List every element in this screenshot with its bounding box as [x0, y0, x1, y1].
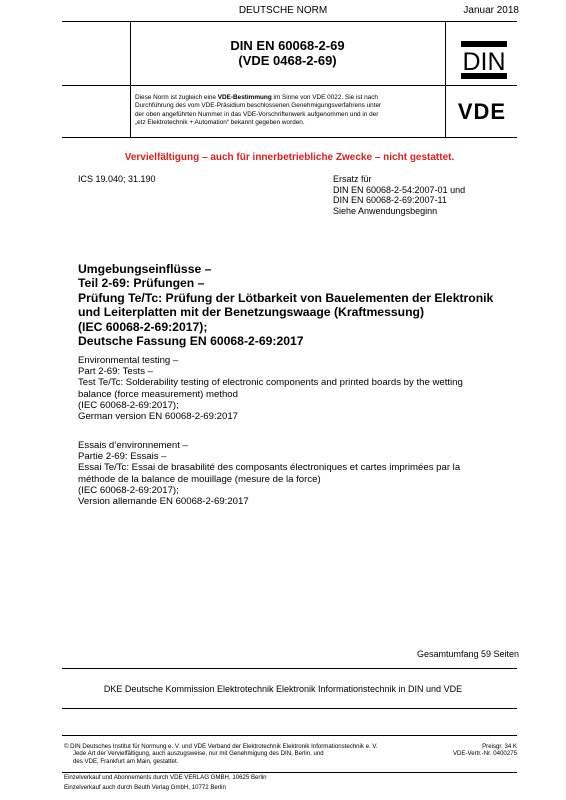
replacement-label: Ersatz für [333, 174, 372, 184]
price-group: Preisgr. 34 K [482, 743, 517, 750]
title-de-line: und Leiterplatten mit der Benetzungswaage (Kraftmessung) [78, 305, 425, 320]
replacement-info [333, 174, 465, 216]
din-logo [460, 40, 508, 80]
title-de-line: (IEC 60068-2-69:2017); [78, 319, 208, 334]
copyright-line: © DIN Deutsches Institut für Normung e. V. und VDE Verband der Elektrotechnik Elektronik Informationstechnik e. V. [64, 743, 378, 750]
dke-line: DKE Deutsche Kommission Elektrotechnik Elektronik Informationstechnik in DIN und VDE [103, 684, 463, 694]
copyright-line: des VDE, Frankfurt am Main, gestattet. [73, 757, 179, 765]
vde-contract-number: VDE-Vertr.-Nr. 0400275 [452, 750, 517, 758]
document-title [130, 38, 445, 68]
title-de-line: Umgebungseinflüsse – [78, 262, 212, 276]
ics-codes: ICS 19.040; 31.190 [78, 174, 156, 184]
vde-logo: VDE [457, 99, 507, 124]
title-en-line: Test Te/Tc: Solderability testing of electronic components and printed boards by the wetting [78, 377, 463, 389]
title-de-line: Deutsche Fassung EN 60068-2-69:2017 [78, 334, 304, 349]
title-fr-line: Partie 2-69: Essais – [78, 451, 167, 463]
dke-top-rule [62, 668, 517, 669]
title-fr-line: Essais d’environnement – [78, 440, 188, 451]
total-pages: Gesamtumfang 59 Seiten [416, 649, 519, 659]
vde-note-line3: der oben angeführten Nummer in das VDE-Vorschriftenwerk aufgenommen und in der [135, 110, 379, 118]
vde-note-bold: VDE-Bestimmung [217, 94, 272, 101]
title-fr-line: (IEC 60068-2-69:2017); [78, 484, 179, 496]
title-german [78, 262, 493, 348]
vde-number: (VDE 0468-2-69) [238, 53, 337, 68]
title-english [78, 355, 463, 422]
header-right-divider [445, 21, 446, 137]
footer-bottom-rule [62, 772, 517, 773]
sales-line-beuth: Einzelverkauf auch durch Beuth Verlag GmbH, 10772 Berlin [64, 784, 226, 792]
price-info [453, 743, 517, 758]
title-fr-line: méthode de la balance de mouillage (mesure de la force) [78, 473, 321, 485]
vde-regulation-note [135, 94, 443, 128]
vde-note-line4: „etz Elektrotechnik + Automation“ bekannt gegeben worden. [135, 119, 305, 127]
title-fr-line: Essai Te/Tc: Essai de brasabilité des composants électroniques et cartes imprimées par la [78, 462, 461, 474]
application-start-note: Siehe Anwendungsbeginn [333, 205, 438, 216]
reproduction-warning: Vervielfältigung – auch für innerbetriebliche Zwecke – nicht gestattet. [124, 152, 455, 163]
vde-note-line2: Durchführung des vom VDE-Präsidium beschlossenen Genehmigungsverfahrens unter [135, 102, 382, 110]
title-en-line: Environmental testing – [78, 355, 179, 366]
title-en-line: Part 2-69: Tests – [78, 366, 154, 378]
title-de-line: Teil 2-69: Prüfungen – [78, 276, 205, 291]
title-en-line: balance (force measurement) method [78, 388, 238, 400]
replacement-standard-2: DIN EN 60068-2-69:2007-11 [333, 195, 447, 205]
din-logo-text: DIN [462, 48, 506, 76]
copyright-notice [64, 743, 444, 765]
sales-info [64, 774, 267, 792]
header-bottom-rule [62, 137, 517, 138]
replacement-standard-1: DIN EN 60068-2-54:2007-01 und [333, 184, 466, 195]
vde-note-pre: Diese Norm ist zugleich eine [135, 94, 218, 101]
publication-date: Januar 2018 [463, 5, 519, 16]
title-de-line: Prüfung Te/Tc: Prüfung der Lötbarkeit von Bauelementen der Elektronik [78, 290, 494, 305]
document-number: DIN EN 60068-2-69 [230, 38, 345, 53]
title-french [78, 440, 460, 507]
sales-line-vde: Einzelverkauf und Abonnements durch VDE VERLAG GMBH, 10625 Berlin [64, 774, 267, 781]
vde-note-post: im Sinne von VDE 0022. Sie ist nach [271, 94, 378, 101]
footer-top-rule [62, 708, 517, 709]
title-en-line: (IEC 60068-2-69:2017); [78, 399, 179, 411]
norm-type: DEUTSCHE NORM [238, 5, 328, 16]
footer-middle-rule [62, 735, 517, 736]
title-en-line: German version EN 60068-2-69:2017 [78, 411, 238, 423]
title-fr-line: Version allemande EN 60068-2-69:2017 [78, 496, 249, 508]
copyright-line: Jede Art der Vervielfältigung, auch auszugsweise, nur mit Genehmigung des DIN, Berlin, und [73, 750, 324, 758]
